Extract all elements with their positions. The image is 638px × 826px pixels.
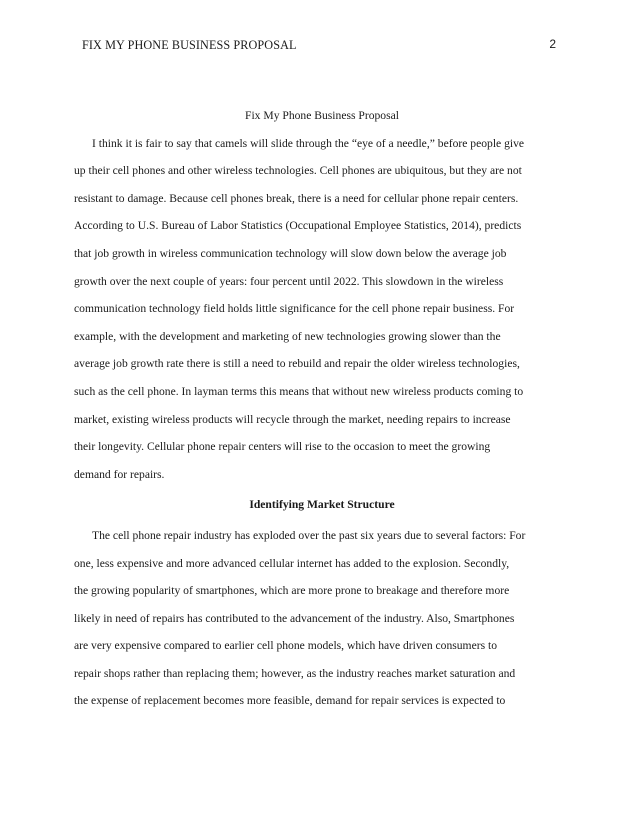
text-line: The cell phone repair industry has exploded over the past six years due to several factors: For <box>92 528 526 542</box>
text-line: repair shops rather than replacing them; however, as the industry reaches market saturation and <box>74 666 516 680</box>
text-line: resistant to damage. Because cell phones break, there is a need for cellular phone repair centers. <box>74 191 519 205</box>
text-line: up their cell phones and other wireless technologies. Cell phones are ubiquitous, but they are not <box>74 164 522 178</box>
paragraph-market-structure <box>74 522 570 715</box>
text-line: communication technology field holds little significance for the cell phone repair business. For <box>74 302 515 316</box>
text-line: average job growth rate there is still a need to rebuild and repair the older wireless technologies, <box>74 357 520 371</box>
text-line: such as the cell phone. In layman terms this means that without new wireless products coming to <box>74 384 524 398</box>
text-line: According to U.S. Bureau of Labor Statistics (Occupational Employee Statistics, 2014), predicts <box>74 219 522 233</box>
page-number: 2 <box>549 37 556 51</box>
text-line: the expense of replacement becomes more feasible, demand for repair services is expected to <box>74 694 506 708</box>
section-heading: Identifying Market Structure <box>249 498 395 512</box>
text-line: likely in need of repairs has contributed to the advancement of the industry. Also, Smartphones <box>74 611 515 625</box>
text-line: I think it is fair to say that camels will slide through the “eye of a needle,” before people give <box>92 136 525 150</box>
text-line: growth over the next couple of years: four percent until 2022. This slowdown in the wireless <box>74 274 504 288</box>
text-line: market, existing wireless products will recycle through the market, needing repairs to increase <box>74 412 511 426</box>
document-title: Fix My Phone Business Proposal <box>245 109 399 122</box>
text-line: that job growth in wireless communication technology will slow down below the average job <box>74 246 507 260</box>
text-line: one, less expensive and more advanced cellular internet has added to the explosion. Secondly, <box>74 556 510 570</box>
text-line: example, with the development and marketing of new technologies growing slower than the <box>74 329 501 343</box>
text-line: demand for repairs. <box>74 467 165 481</box>
text-line: the growing popularity of smartphones, which are more prone to breakage and therefore more <box>74 584 510 598</box>
text-line: their longevity. Cellular phone repair centers will rise to the occasion to meet the growing <box>74 440 491 454</box>
document-body <box>74 102 570 715</box>
text-line: are very expensive compared to earlier cell phone models, which have driven consumers to <box>74 639 498 653</box>
paragraph-intro <box>74 130 570 489</box>
running-head: FIX MY PHONE BUSINESS PROPOSAL <box>82 38 297 52</box>
